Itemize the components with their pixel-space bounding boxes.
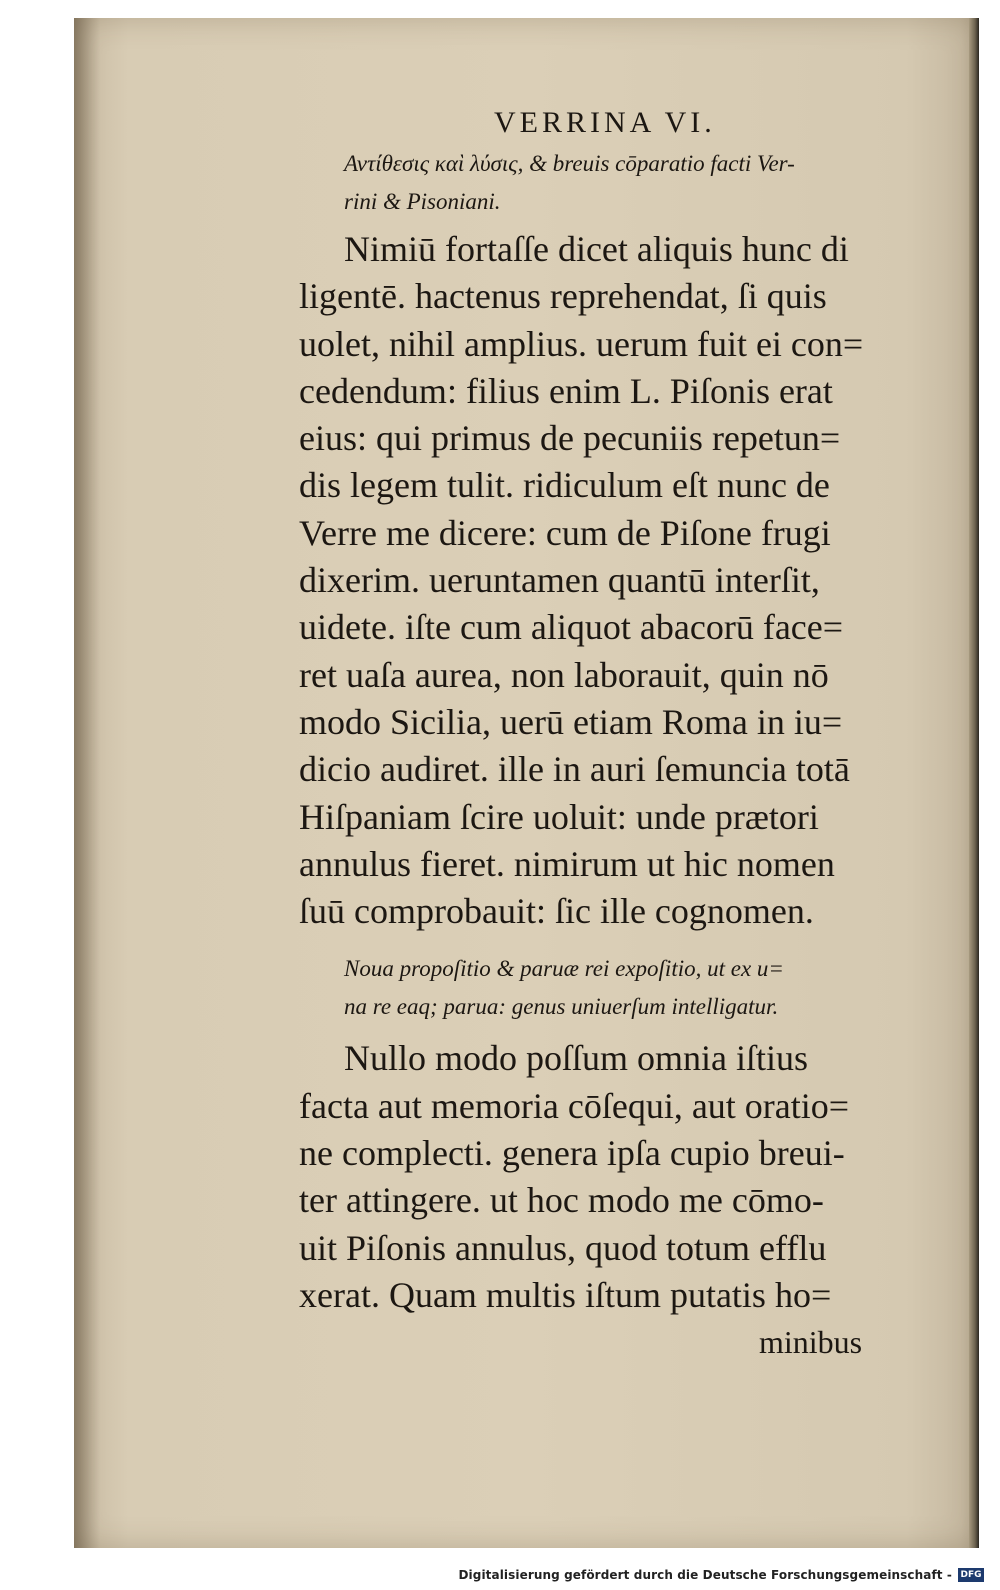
text-line: annulus fieret. nimirum ut hic nomen [299,843,835,884]
text-line: Hiſpaniam ſcire uoluit: unde prætori [299,796,819,837]
text-line: ter attingere. ut hoc modo me cōmo- [299,1180,824,1221]
text-line: ligentē. hactenus reprehendat, ſi quis [299,276,827,317]
text-line: Nullo modo poſſum omnia iſtius [344,1038,809,1079]
sidenote-new-proposition [344,949,944,1025]
text-line: eius: qui primus de pecuniis repetun= [299,418,841,459]
text-block [224,102,874,1366]
text-line: uolet, nihil amplius. uerum fuit ei con= [299,323,864,364]
sidenote-antithesis [344,144,944,220]
book-page [74,18,979,1548]
spine-shadow [74,18,100,1548]
text-line: uit Piſonis annulus, quod totum efflu [299,1227,827,1268]
text-line: ne complecti. genera ipſa cupio breui- [299,1133,845,1174]
text-line: dis legem tulit. ridiculum eſt nunc de [299,465,830,506]
paragraph-2 [299,1035,949,1319]
text-line: uidete. iſte cum aliquot abacorū face= [299,607,844,648]
sidenote-line: Noua propoſitio & paruæ rei expoſitio, ut ex u= [344,956,784,982]
text-line: Verre me dicere: cum de Piſone frugi [299,512,831,553]
text-line: facta aut memoria cōſequi, aut oratio= [299,1085,850,1126]
catchword: minibus [759,1324,863,1361]
text-line: cedendum: filius enim L. Piſonis erat [299,370,833,411]
sidenote-line: Αντίθεσις καὶ λύσις, & breuis cōparatio facti Ver- [344,151,795,176]
text-line: ret uaſa aurea, non laborauit, quin nō [299,654,829,695]
running-head: VERRINA VI. [494,106,716,139]
text-line: dicio audiret. ille in auri ſemuncia totā [299,749,850,790]
text-line: xerat. Quam multis iſtum putatis ho= [299,1274,832,1315]
funding-credit: Digitalisierung gefördert durch die Deutsche Forschungsgemeinschaft - [458,1568,952,1582]
text-line: dixerim. ueruntamen quantū interſit, [299,560,820,601]
page-edge [969,18,979,1548]
footer-bar [0,1560,1000,1590]
text-line: ſuū comprobauit: ſic ille cognomen. [299,891,814,932]
text-line: Nimiū fortaſſe dicet aliquis hunc di [344,229,849,269]
text-line: modo Sicilia, uerū etiam Roma in iu= [299,701,843,742]
paragraph-1 [299,226,949,935]
dfg-logo: DFG [958,1568,984,1582]
sidenote-line: rini & Pisoniani. [344,189,501,214]
sidenote-line: na re eaq; parua: genus uniuerſum intelligatur. [344,994,779,1020]
